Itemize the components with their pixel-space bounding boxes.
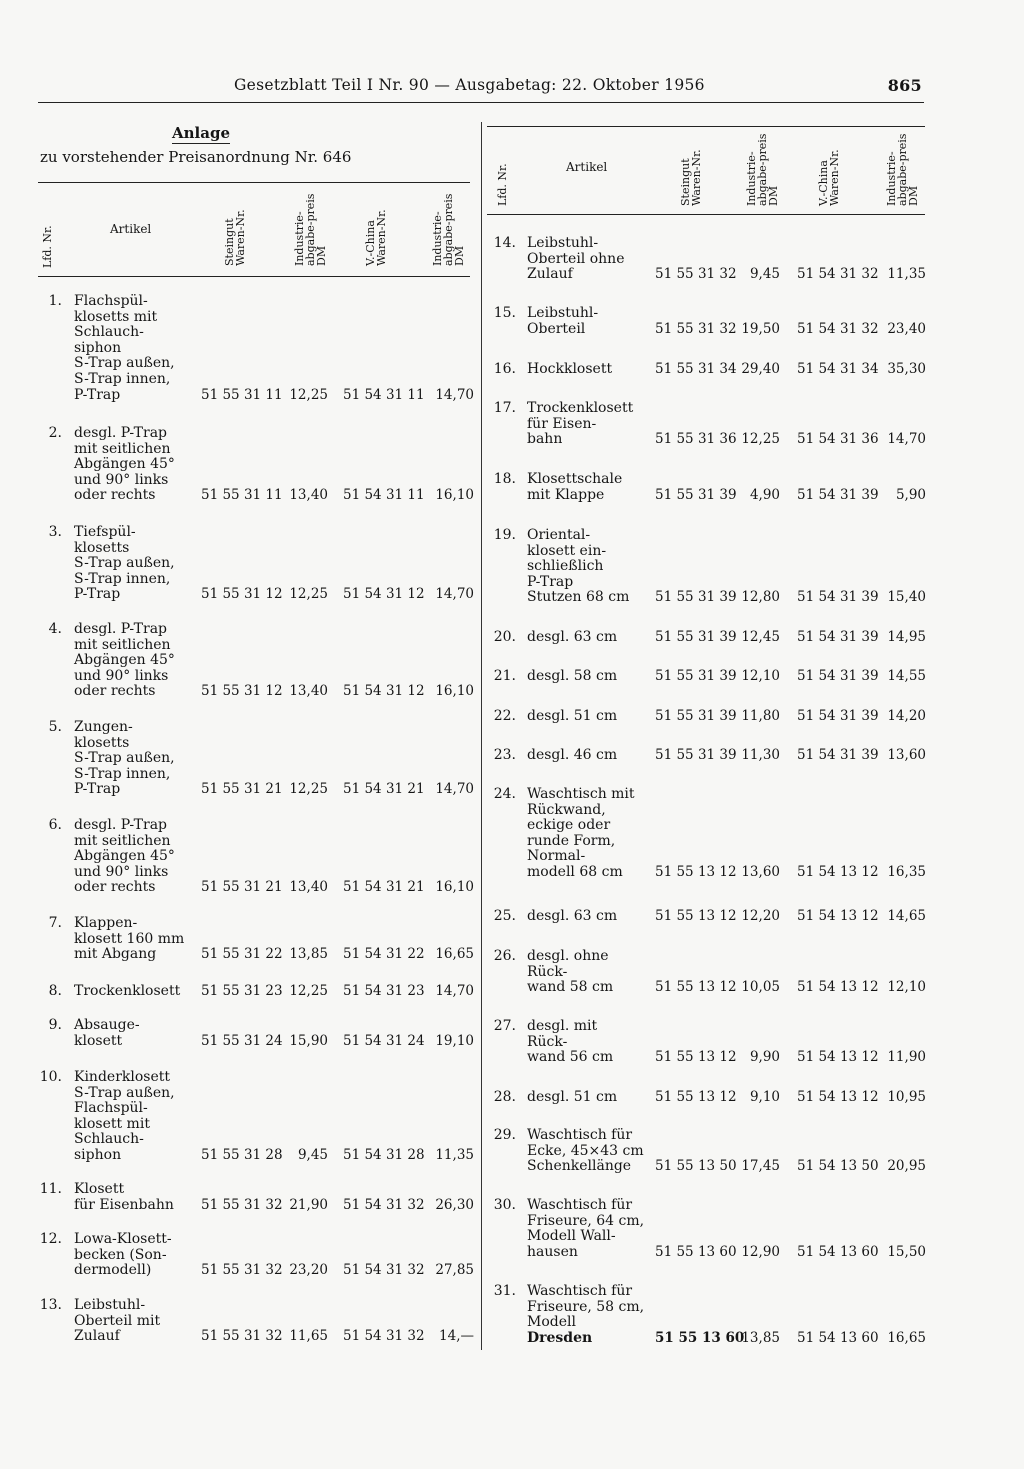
row-industrie-preis-2: 20,95 [887,1158,926,1175]
row-vchina-nr: 51 54 31 32 [797,266,879,283]
column-divider [481,122,482,1350]
row-vchina-nr: 51 54 31 21 [343,879,425,896]
row-vchina-nr: 51 54 31 39 [797,629,879,645]
row-industrie-preis-2: 16,10 [435,879,474,896]
row-vchina-nr: 51 54 13 50 [797,1158,879,1175]
row-industrie-preis-1: 12,25 [289,586,328,603]
row-industrie-preis-2: 14,55 [887,668,926,684]
row-number: 30. [493,1197,516,1213]
row-vchina-nr: 51 54 31 11 [343,386,425,403]
row-industrie-preis-1: 12,25 [289,386,328,403]
row-artikel: desgl. P-Trap mit seitlichen Abgängen 45° und 90° links oder rechts [74,817,175,896]
row-industrie-preis-1: 13,40 [289,487,328,504]
row-number: 18. [493,471,516,487]
row-industrie-preis-1: 12,25 [289,781,328,798]
row-number: 21. [493,668,516,684]
right-header-industrie1: Industrie-abgabe-preis DM [745,133,780,206]
row-artikel: Leibstuhl- Oberteil ohne Zulauf [527,235,625,283]
row-industrie-preis-2: 5,90 [895,486,926,503]
left-header-steingut: Steingut Waren-Nr. [223,209,247,266]
row-industrie-preis-1: 19,50 [741,320,780,337]
row-steingut-nr: 51 55 31 39 [655,747,737,763]
row-industrie-preis-2: 11,90 [887,1049,926,1066]
row-industrie-preis-1: 13,85 [289,946,328,963]
row-steingut-nr: 51 55 31 32 [655,320,737,337]
row-industrie-preis-1: 9,45 [297,1147,328,1163]
row-artikel: desgl. P-Trap mit seitlichen Abgängen 45° und 90° links oder rechts [74,425,175,504]
row-vchina-nr: 51 54 31 28 [343,1147,425,1163]
row-steingut-nr: 51 55 13 12 [655,1049,737,1066]
row-steingut-nr: 51 55 31 36 [655,431,737,448]
row-industrie-preis-2: 13,60 [887,747,926,763]
row-industrie-preis-1: 12,45 [741,629,780,645]
row-number: 3. [48,524,62,540]
row-industrie-preis-1: 12,10 [741,668,780,684]
row-number: 12. [39,1231,62,1247]
left-header-vchina: V.-China Waren-Nr. [364,209,388,266]
row-industrie-preis-2: 15,40 [887,589,926,606]
row-industrie-preis-1: 13,40 [289,879,328,896]
row-number: 25. [493,908,516,924]
left-header-industrie2: Industrie-abgabe-preis DM [431,193,466,266]
row-industrie-preis-2: 14,70 [887,431,926,448]
row-steingut-nr: 51 55 31 21 [201,781,283,798]
row-vchina-nr: 51 54 31 12 [343,586,425,603]
row-steingut-nr: 51 55 31 22 [201,946,283,963]
row-number: 24. [493,786,516,802]
row-steingut-nr: 51 55 31 12 [201,586,283,603]
row-number: 10. [39,1069,62,1085]
row-industrie-preis-1: 12,25 [741,431,780,448]
row-industrie-preis-1: 17,45 [741,1158,780,1175]
row-artikel: Hockklosett [527,361,613,377]
row-industrie-preis-1: 9,10 [749,1089,780,1105]
row-vchina-nr: 51 54 13 12 [797,1089,879,1105]
row-industrie-preis-2: 19,10 [435,1032,474,1049]
row-artikel: desgl. 51 cm [527,1089,618,1105]
row-artikel: desgl. 63 cm [527,629,618,645]
row-artikel: Klappen- klosett 160 mm mit Abgang [74,915,185,963]
row-vchina-nr: 51 54 13 12 [797,864,879,880]
row-number: 27. [493,1018,516,1034]
right-table-top-rule [487,126,925,127]
row-vchina-nr: 51 54 13 60 [797,1243,879,1260]
row-vchina-nr: 51 54 31 32 [343,1196,425,1213]
row-industrie-preis-1: 12,90 [741,1243,780,1260]
row-number: 22. [493,708,516,724]
row-artikel: Kinderklosett S-Trap außen, Flachspül- klosett mit Schlauch- siphon [74,1069,175,1163]
annex-subtitle: zu vorstehender Preisanordnung Nr. 646 [40,148,352,166]
row-steingut-nr: 51 55 31 39 [655,668,737,684]
row-industrie-preis-2: 14,95 [887,629,926,645]
right-header-vchina: V.-China Waren-Nr. [817,149,841,206]
row-industrie-preis-1: 4,90 [749,486,780,503]
left-header-artikel: Artikel [110,222,152,236]
row-vchina-nr: 51 54 31 39 [797,589,879,606]
row-industrie-preis-1: 12,25 [289,983,328,999]
row-steingut-nr: 51 55 31 11 [201,487,283,504]
row-industrie-preis-2: 12,10 [887,979,926,996]
row-industrie-preis-2: 16,65 [435,946,474,963]
row-industrie-preis-2: 14,65 [887,908,926,924]
row-vchina-nr: 51 54 13 12 [797,1049,879,1066]
row-artikel: Flachspül- klosetts mit Schlauch- siphon S-Trap außen, S-Trap innen, P-Trap [74,293,175,403]
row-number: 1. [48,293,62,309]
row-industrie-preis-2: 14,70 [435,781,474,798]
row-vchina-nr: 51 54 31 24 [343,1032,425,1049]
row-industrie-preis-1: 12,20 [741,908,780,924]
row-vchina-nr: 51 54 31 21 [343,781,425,798]
row-artikel: Klosettschale mit Klappe [527,471,623,503]
right-table-header-rule [487,214,925,215]
right-header-steingut: Steingut Waren-Nr. [679,149,703,206]
row-artikel: Waschtisch für Friseure, 64 cm, Modell Wall- hausen [527,1197,645,1260]
page-header [38,76,924,103]
row-industrie-preis-2: 16,10 [435,683,474,700]
row-industrie-preis-1: 12,80 [741,589,780,606]
row-industrie-preis-1: 10,05 [741,979,780,996]
row-artikel: Oriental- klosett ein- schließlich P-Trap Stutzen 68 cm [527,527,630,606]
row-steingut-nr: 51 55 31 32 [655,266,737,283]
right-header-artikel: Artikel [566,160,608,174]
row-artikel: Trockenklosett für Eisen- bahn [527,400,634,448]
row-number: 17. [493,400,516,416]
row-artikel: desgl. ohne Rück- wand 58 cm [527,948,614,996]
row-number: 11. [39,1181,62,1197]
row-steingut-nr: 51 55 13 60 [655,1243,737,1260]
left-header-lfd-nr: Lfd. Nr. [41,225,54,268]
row-number: 28. [493,1089,516,1105]
row-industrie-preis-1: 11,80 [741,708,780,724]
row-industrie-preis-1: 21,90 [289,1196,328,1213]
row-steingut-nr: 51 55 31 28 [201,1147,283,1163]
row-industrie-preis-1: 15,90 [289,1032,328,1049]
row-artikel: Leibstuhl- Oberteil mit Zulauf [74,1297,161,1345]
row-vchina-nr: 51 54 31 12 [343,683,425,700]
row-number: 9. [48,1017,62,1033]
row-steingut-nr: 51 55 13 12 [655,908,737,924]
row-vchina-nr: 51 54 31 36 [797,431,879,448]
row-artikel: Waschtisch für Ecke, 45×43 cm Schenkellänge [527,1127,644,1175]
left-table-header-rule [38,276,470,277]
row-artikel: Lowa-Klosett- becken (Son- dermodell) [74,1231,172,1279]
right-header-lfd-nr: Lfd. Nr. [496,163,509,206]
row-industrie-preis-2: 23,40 [887,320,926,337]
row-artikel: Tiefspül- klosetts S-Trap außen, S-Trap innen, P-Trap [74,524,175,603]
row-artikel: desgl. mit Rück- wand 56 cm [527,1018,614,1066]
row-number: 23. [493,747,516,763]
row-vchina-nr: 51 54 31 39 [797,668,879,684]
right-header-industrie2: Industrie-abgabe-preis DM [885,133,920,206]
row-industrie-preis-2: 14,20 [887,708,926,724]
row-industrie-preis-2: 11,35 [887,266,926,283]
row-steingut-nr: 51 55 31 39 [655,486,737,503]
row-steingut-nr: 51 55 13 12 [655,1089,737,1105]
row-artikel: Leibstuhl- Oberteil [527,305,599,337]
row-number: 29. [493,1127,516,1143]
row-steingut-nr: 51 55 31 39 [655,589,737,606]
row-industrie-preis-2: 14,— [439,1328,474,1345]
row-industrie-preis-1: 13,40 [289,683,328,700]
row-industrie-preis-2: 27,85 [435,1262,474,1279]
row-artikel: Klosett für Eisenbahn [74,1181,174,1213]
row-number: 5. [48,719,62,735]
row-steingut-nr: 51 55 31 39 [655,629,737,645]
row-steingut-nr: 51 55 31 11 [201,386,283,403]
row-number: 4. [48,621,62,637]
row-vchina-nr: 51 54 31 32 [343,1328,425,1345]
row-industrie-preis-2: 11,35 [435,1147,474,1163]
row-steingut-nr: 51 55 13 60 [655,1329,745,1346]
row-artikel: desgl. 46 cm [527,747,618,763]
row-vchina-nr: 51 54 31 22 [343,946,425,963]
row-industrie-preis-2: 16,65 [887,1329,926,1346]
row-steingut-nr: 51 55 31 34 [655,361,737,377]
row-steingut-nr: 51 55 13 12 [655,864,737,880]
row-vchina-nr: 51 54 31 34 [797,361,879,377]
row-vchina-nr: 51 54 31 32 [797,320,879,337]
row-vchina-nr: 51 54 31 39 [797,747,879,763]
row-industrie-preis-1: 13,85 [741,1329,780,1346]
left-header-industrie1: Industrie-abgabe-preis DM [293,193,328,266]
row-number: 2. [48,425,62,441]
row-steingut-nr: 51 55 31 12 [201,683,283,700]
row-industrie-preis-2: 10,95 [887,1089,926,1105]
row-industrie-preis-2: 15,50 [887,1243,926,1260]
row-industrie-preis-1: 29,40 [741,361,780,377]
row-steingut-nr: 51 55 31 21 [201,879,283,896]
row-number: 26. [493,948,516,964]
row-number: 15. [493,305,516,321]
row-artikel: Waschtisch mit Rückwand, eckige oder runde Form, Normal- modell 68 cm [527,786,635,880]
row-artikel: desgl. 58 cm [527,668,618,684]
row-steingut-nr: 51 55 31 32 [201,1262,283,1279]
row-steingut-nr: 51 55 31 32 [201,1196,283,1213]
row-industrie-preis-2: 14,70 [435,586,474,603]
row-industrie-preis-1: 9,45 [749,266,780,283]
row-artikel: desgl. 63 cm [527,908,618,924]
row-artikel: desgl. 51 cm [527,708,618,724]
page-number: 865 [887,76,922,95]
row-industrie-preis-2: 14,70 [435,386,474,403]
row-number: 31. [493,1283,516,1299]
row-vchina-nr: 51 54 13 12 [797,979,879,996]
row-number: 8. [48,983,62,999]
gazette-title: Gesetzblatt Teil I Nr. 90 — Ausgabetag: 22. Oktober 1956 [234,76,705,94]
row-vchina-nr: 51 54 13 60 [797,1329,879,1346]
row-industrie-preis-1: 11,65 [289,1328,328,1345]
row-industrie-preis-2: 35,30 [887,361,926,377]
annex-title: Anlage [172,124,230,142]
row-steingut-nr: 51 55 31 24 [201,1032,283,1049]
row-vchina-nr: 51 54 31 39 [797,486,879,503]
row-artikel: Waschtisch für Friseure, 58 cm, Modell Dresden [527,1283,645,1346]
row-industrie-preis-2: 16,10 [435,487,474,504]
row-artikel: Absauge- klosett [74,1017,140,1049]
row-vchina-nr: 51 54 31 39 [797,708,879,724]
row-industrie-preis-2: 16,35 [887,864,926,880]
row-vchina-nr: 51 54 31 32 [343,1262,425,1279]
row-industrie-preis-1: 11,30 [741,747,780,763]
row-industrie-preis-1: 9,90 [749,1049,780,1066]
row-industrie-preis-2: 26,30 [435,1196,474,1213]
row-industrie-preis-1: 23,20 [289,1262,328,1279]
row-artikel: desgl. P-Trap mit seitlichen Abgängen 45° und 90° links oder rechts [74,621,175,700]
row-steingut-nr: 51 55 31 39 [655,708,737,724]
row-vchina-nr: 51 54 31 11 [343,487,425,504]
row-steingut-nr: 51 55 13 12 [655,979,737,996]
row-number: 14. [493,235,516,251]
row-artikel: Zungen- klosetts S-Trap außen, S-Trap innen, P-Trap [74,719,175,798]
row-number: 13. [39,1297,62,1313]
row-vchina-nr: 51 54 13 12 [797,908,879,924]
row-number: 19. [493,527,516,543]
row-number: 6. [48,817,62,833]
row-vchina-nr: 51 54 31 23 [343,983,425,999]
row-steingut-nr: 51 55 31 23 [201,983,283,999]
row-industrie-preis-2: 14,70 [435,983,474,999]
row-industrie-preis-1: 13,60 [741,864,780,880]
row-steingut-nr: 51 55 13 50 [655,1158,737,1175]
row-artikel: Trockenklosett [74,983,181,999]
row-steingut-nr: 51 55 31 32 [201,1328,283,1345]
row-number: 16. [493,361,516,377]
left-table-top-rule [38,182,470,183]
row-number: 7. [48,915,62,931]
row-number: 20. [493,629,516,645]
